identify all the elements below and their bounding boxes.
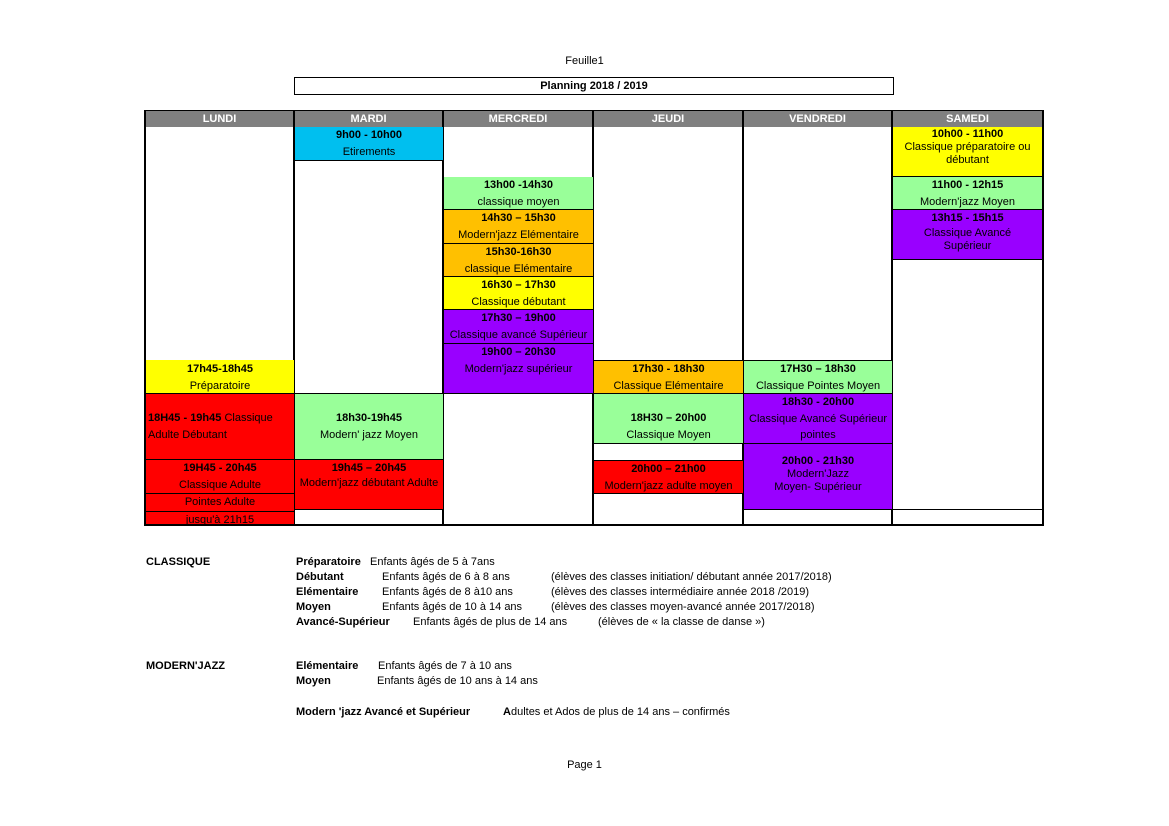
slot-mardi-2	[295, 394, 443, 460]
slot-time: 13h15 - 15h15	[931, 212, 1004, 224]
slot-desc: Modern'jazz débutant Adulte	[299, 476, 439, 489]
header-jeudi: JEUDI	[594, 111, 744, 127]
slot-mardi-3	[295, 460, 443, 510]
slot-samedi-3	[893, 210, 1042, 260]
slot-desc: Classique débutant	[471, 295, 566, 308]
legend-level: Moyen	[296, 675, 331, 687]
slot-jeudi-1	[594, 360, 743, 394]
legend-level: Débutant	[296, 571, 344, 583]
slot-time: 17h30 - 18h30	[632, 363, 705, 375]
legend-row	[296, 674, 538, 689]
legend-level: Modern 'jazz Avancé et Supérieur	[296, 706, 471, 718]
slot-time: 17h45-18h45	[186, 363, 254, 375]
legend-ages: Enfants âgés de plus de 14 ans	[413, 616, 568, 628]
slot-time: 11h00 - 12h15	[931, 179, 1004, 191]
slot-desc: Classique Avancé Supérieur	[923, 226, 1012, 252]
legend-level: Elémentaire	[296, 586, 359, 598]
slot-desc: Classique Adulte Débutant	[148, 412, 273, 441]
legend-level: Préparatoire	[296, 556, 361, 568]
slot-samedi-2	[893, 177, 1042, 210]
slot-time: 19h00 – 20h30	[481, 346, 556, 358]
legend-desc: dultes et Ados de plus de 14 ans – confirmés	[510, 706, 730, 718]
slot-time: 18H30 – 20h00	[630, 412, 707, 424]
legend-row	[296, 600, 815, 615]
legend-row	[296, 615, 765, 630]
slot-vendredi-2	[744, 394, 892, 444]
slot-time: 18h30-19h45	[335, 412, 403, 424]
slot-time: 9h00 - 10h00	[335, 129, 403, 141]
slot-mercredi-5	[444, 310, 593, 344]
legend-level: Moyen	[296, 601, 331, 613]
legend-row	[296, 570, 832, 585]
slot-mercredi-1	[444, 177, 593, 210]
slot-desc: Classique Moyen	[626, 428, 711, 441]
slot-desc: Classique Adulte	[146, 477, 294, 495]
slot-time: 17H30 – 18h30	[780, 363, 856, 375]
slot-time: 13h00 -14h30	[483, 179, 554, 191]
slot-time: 17h30 – 19h00	[481, 312, 556, 324]
page-number: Page 1	[567, 759, 602, 771]
slot-desc: Préparatoire	[189, 379, 251, 392]
slot-jeudi-2	[594, 394, 743, 444]
legend-ages: Enfants âgés de 10 à 14 ans	[382, 601, 523, 613]
header-mardi: MARDI	[295, 111, 444, 127]
slot-time: 15h30-16h30	[485, 246, 552, 258]
legend-modernjazz-heading: MODERN'JAZZ	[146, 660, 226, 672]
legend-note: (élèves des classes intermédiaire année 2018 /2019)	[551, 586, 810, 598]
slot-vendredi-3	[744, 444, 892, 510]
slot-desc: Classique préparatoire ou débutant	[904, 141, 1031, 166]
legend-classique-heading: CLASSIQUE	[146, 556, 211, 568]
legend-note: (élèves des classes moyen-avancé année 2017/2018)	[551, 601, 815, 613]
slot-desc: Classique avancé Supérieur	[449, 328, 588, 341]
legend-ages: Enfants âgés de 6 à 8 ans	[382, 571, 510, 583]
legend-row	[296, 705, 730, 720]
slot-time: 18h30 - 20h00	[781, 396, 855, 408]
legend-row	[296, 659, 512, 674]
slot-desc: Modern'jazz Moyen	[919, 195, 1016, 208]
legend-note: (élèves de « la classe de danse »)	[598, 616, 765, 628]
header-lundi: LUNDI	[146, 111, 295, 127]
header-vendredi: VENDREDI	[744, 111, 893, 127]
slot-desc: Modern'Jazz Moyen- Supérieur	[774, 468, 862, 493]
header-mercredi: MERCREDI	[444, 111, 594, 127]
slot-vendredi-1	[744, 360, 892, 394]
divider	[893, 509, 1042, 510]
legend-ages: Enfants âgés de 8 à10 ans	[382, 586, 513, 598]
slot-desc: classique Elémentaire	[464, 262, 573, 275]
slot-time: 19h45 – 20h45	[331, 462, 407, 474]
legend-row	[296, 555, 495, 570]
slot-time: 20h00 – 21h00	[631, 463, 706, 475]
slot-mardi-1	[295, 127, 443, 161]
slot-time: 20h00 - 21h30	[781, 455, 855, 467]
slot-desc: classique moyen	[477, 195, 560, 208]
slot-desc: Modern' jazz Moyen	[319, 428, 419, 441]
slot-samedi-1	[893, 127, 1042, 177]
sheet-name: Feuille1	[565, 55, 604, 67]
slot-extra: jusqu'à 21h15	[185, 513, 255, 524]
slot-time: 18H45 - 19h45	[148, 412, 222, 424]
slot-desc: Etirements	[342, 145, 396, 158]
slot-desc: Modern'jazz Elémentaire	[458, 228, 579, 241]
slot-extra: Pointes Adulte	[146, 494, 294, 512]
slot-jeudi-3	[594, 460, 743, 494]
legend-level: Elémentaire	[296, 660, 359, 672]
legend-initial: A	[503, 706, 511, 718]
slot-desc: Classique Pointes Moyen	[755, 379, 881, 392]
slot-time: 10h00 - 11h00	[931, 128, 1004, 140]
slot-desc: Modern'jazz adulte moyen	[604, 479, 733, 492]
slot-lundi-2	[146, 394, 294, 460]
legend-level: Avancé-Supérieur	[296, 616, 390, 628]
header-samedi: SAMEDI	[893, 111, 1042, 127]
slot-time: 14h30 – 15h30	[481, 212, 556, 224]
slot-desc: Modern'jazz supérieur	[464, 362, 573, 375]
slot-desc: Classique Elémentaire	[613, 379, 724, 392]
slot-desc: Classique Avancé Supérieur pointes	[749, 412, 887, 441]
legend-ages: Enfants âgés de 7 à 10 ans	[378, 660, 512, 672]
slot-time: 19H45 - 20h45	[183, 462, 257, 474]
legend-ages: Enfants âgés de 5 à 7ans	[369, 556, 495, 568]
planning-title: Planning 2018 / 2019	[294, 77, 894, 95]
slot-time: 16h30 – 17h30	[481, 279, 556, 291]
slot-lundi-3	[146, 460, 294, 524]
slot-mercredi-6	[444, 344, 593, 394]
legend-note: (élèves des classes initiation/ débutant année 2017/2018)	[551, 571, 832, 583]
legend-row	[296, 585, 809, 600]
slot-mercredi-4	[444, 277, 593, 310]
legend-ages: Enfants âgés de 10 ans à 14 ans	[377, 675, 538, 687]
slot-mercredi-3	[444, 244, 593, 277]
slot-lundi-1	[146, 360, 294, 394]
slot-mercredi-2	[444, 210, 593, 244]
